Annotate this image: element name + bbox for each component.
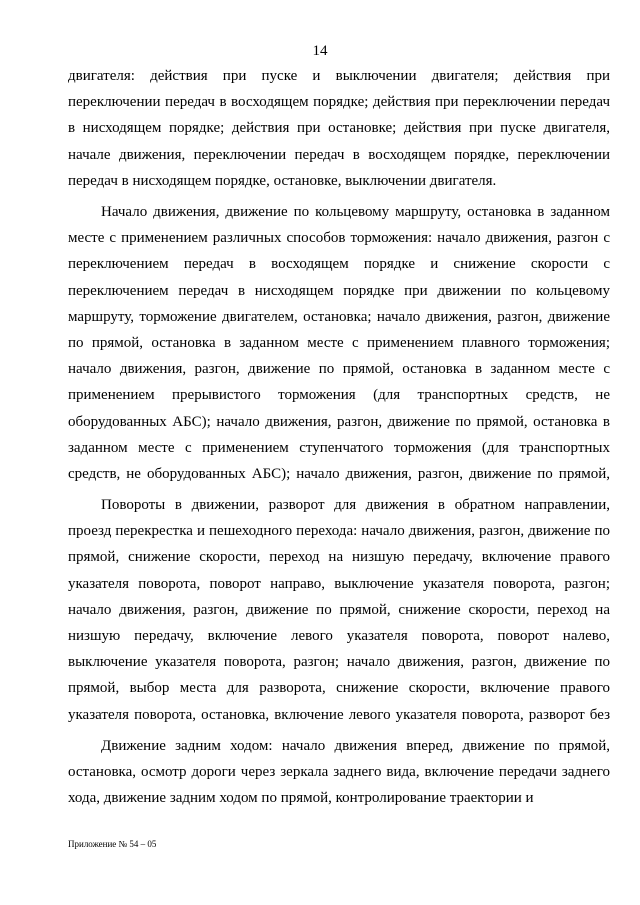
body-text [68, 63, 610, 813]
paragraph-braking: Начало движения, движение по кольцевому маршруту, остановка в заданном месте с применением различных способов торможения: начало движения, разгон с переключением передач в восходящем порядке и снижение скорости с переключением передач в нисходящем порядке при движении по кольцевому маршруту, торможение двигателем, остановка; начало движения, разгон, движение по прямой, остановка в заданном месте с применением плавного торможения; начало движения, разгон, движение по прямой, остановка в заданном месте с применением прерывистого торможения (для транспортных средств, не оборудованных АБС); начало движения, разгон, движение по прямой, остановка в заданном месте с применением ступенчатого торможения (для транспортных средств, не оборудованных АБС); начало движения, разгон, движение по прямой, [68, 204, 610, 483]
page-number: 14 [312, 43, 328, 59]
paragraph-engine-actions: двигателя: действия при пуске и выключении двигателя; действия при переключении передач в восходящем порядке; действия при переключении передач в нисходящем порядке; действия при остановке; действия при пуске двигателя, начале движения, переключении передач в восходящем порядке, переключении передач в нисходящем порядке, остановке, выключении двигателя. [68, 68, 610, 189]
footer-appendix: Приложение № 54 – 05 [68, 839, 157, 849]
paragraph-turns: Повороты в движении, разворот для движения в обратном направлении, проезд перекрестка и пешеходного перехода: начало движения, разгон, движение по прямой, снижение скорости, переход на низшую передачу, включение правого указателя поворота, поворот направо, выключение указателя поворота, разгон; начало движения, разгон, движение по прямой, снижение скорости, переход на низшую передачу, включение левого указателя поворота, поворот налево, выключение указателя поворота, разгон; начало движения, разгон, движение по прямой, выбор места для разворота, снижение скорости, включение правого указателя поворота, остановка, включение левого указателя поворота, разворот без [68, 497, 610, 723]
paragraph-reverse: Движение задним ходом: начало движения вперед, движение по прямой, остановка, осмотр дороги через зеркала заднего вида, включение передачи заднего хода, движение задним ходом по прямой, контролирование траектории и [68, 738, 610, 807]
